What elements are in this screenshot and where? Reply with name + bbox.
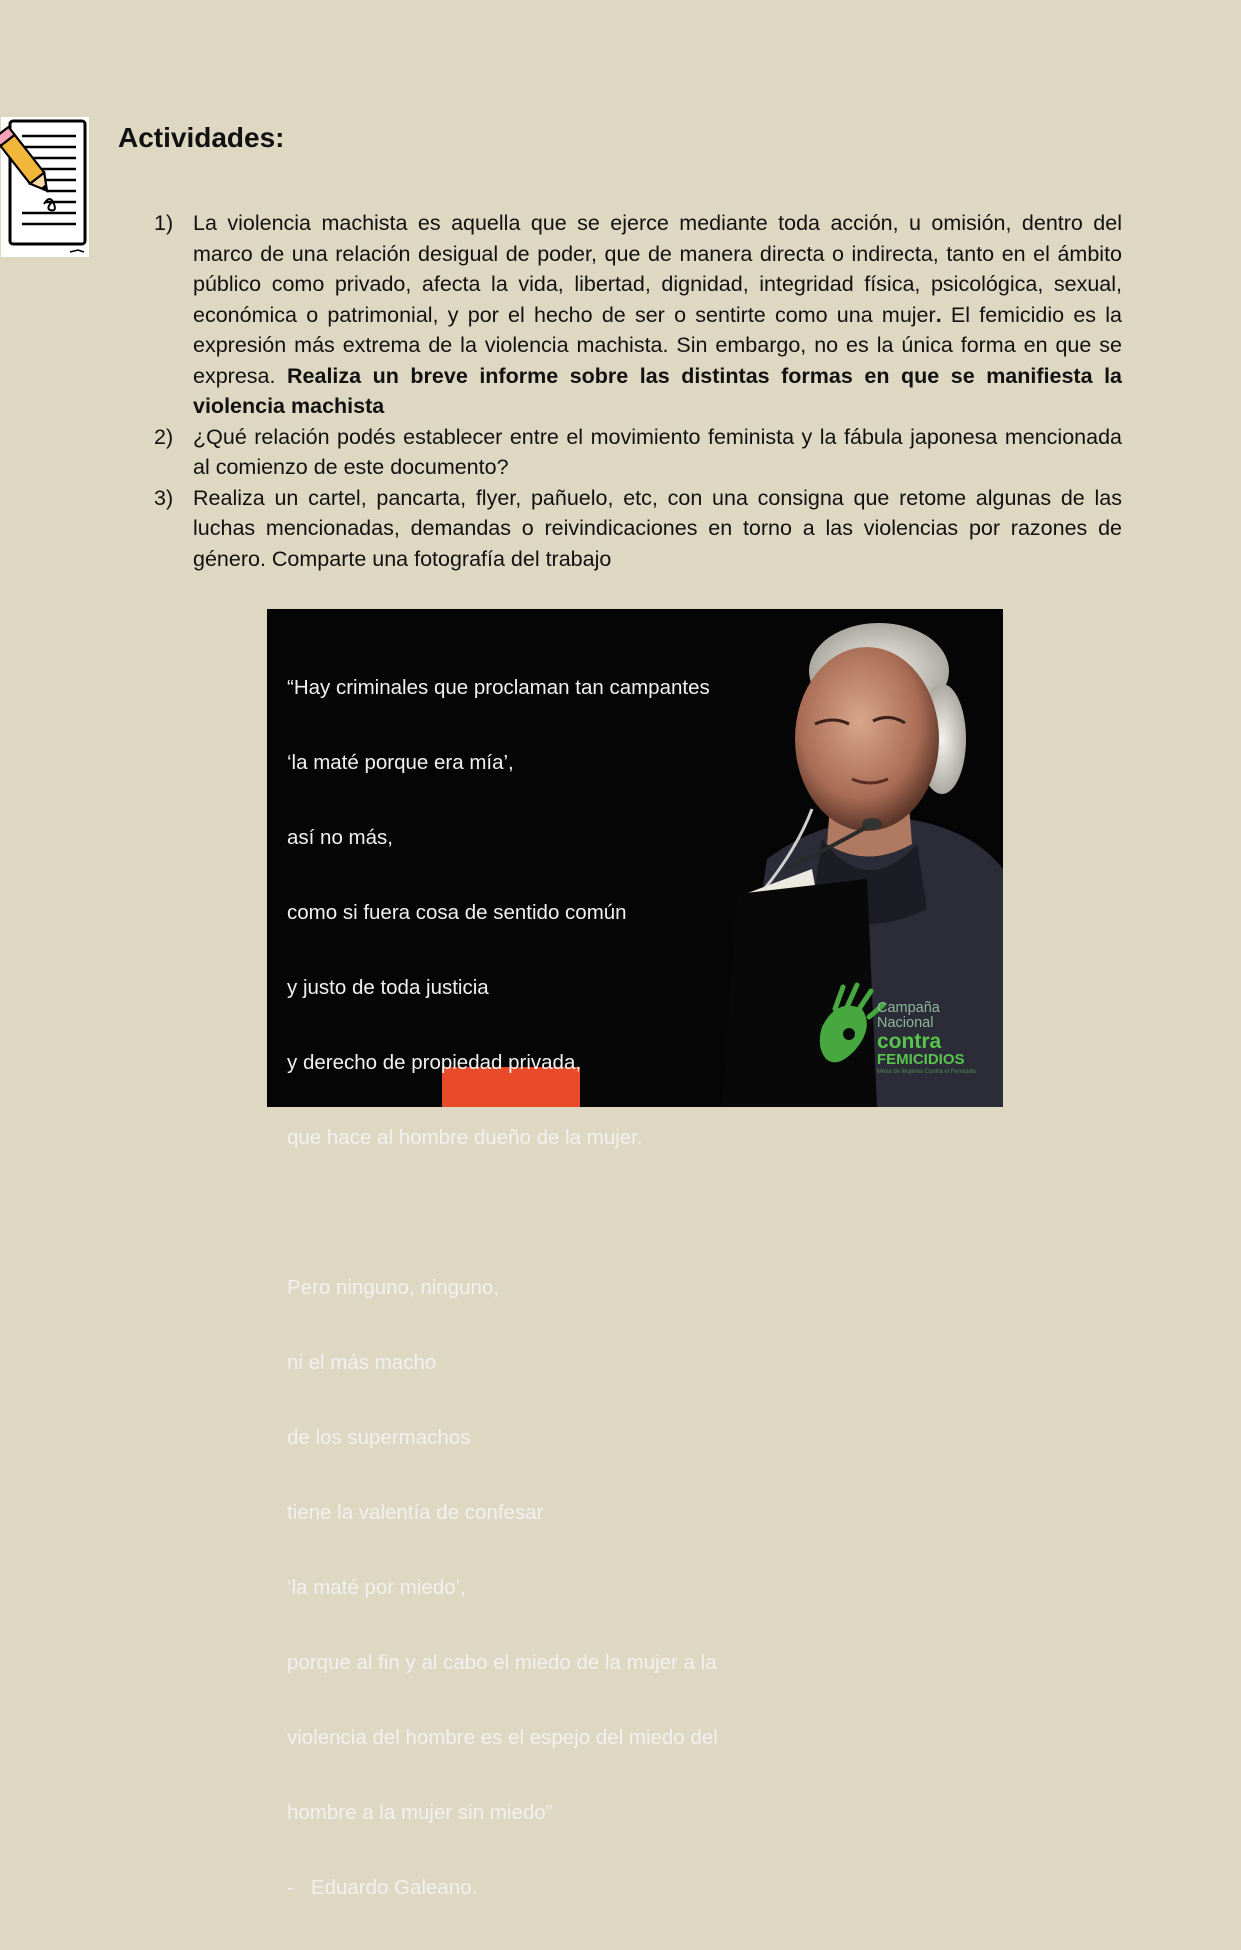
list-item xyxy=(152,483,1122,575)
logo-text-nacional: Nacional xyxy=(877,1015,934,1031)
notepad-pencil-icon xyxy=(0,116,90,258)
quote-author: - Eduardo Galeano. xyxy=(287,1876,478,1899)
logo-text-campana: Campaña xyxy=(877,1000,940,1016)
quote-line: violencia del hombre es el espejo del miedo del xyxy=(287,1726,718,1749)
quote-line: y derecho de propiedad privada, xyxy=(287,1051,582,1074)
quote-line: que hace al hombre dueño de la mujer. xyxy=(287,1126,643,1149)
quote-line: porque al fin y al cabo el miedo de la mujer a la xyxy=(287,1651,717,1674)
quote-line: ‘la maté por miedo’, xyxy=(287,1576,466,1599)
quote-text xyxy=(287,625,807,1950)
logo-text-femicidios: FEMICIDIOS xyxy=(877,1051,965,1068)
quote-line: como si fuera cosa de sentido común xyxy=(287,901,627,924)
logo-text-contra: contra xyxy=(877,1030,942,1053)
quote-line: así no más, xyxy=(287,826,393,849)
galeano-quote-image xyxy=(267,609,1003,1899)
quote-line: hombre a la mujer sin miedo” xyxy=(287,1801,553,1824)
item-text: Realiza un cartel, pancarta, flyer, pañuelo, etc, con una consigna que retome algunas de las luchas mencionadas, demandas o reivindicaciones en torno a las violencias por razones de género. Comparte una fotografía del trabajo xyxy=(193,485,1122,571)
item-instruction: Realiza un breve informe sobre las distintas formas en que se manifiesta la violencia machista xyxy=(193,363,1122,418)
campaign-logo xyxy=(815,1001,995,1096)
quote-line: y justo de toda justicia xyxy=(287,976,489,999)
item-number: 2) xyxy=(154,424,174,449)
quote-line: “Hay criminales que proclaman tan campantes xyxy=(287,676,710,699)
item-text: ¿Qué relación podés establecer entre el movimiento feminista y la fábula japonesa mencionada al comienzo de este documento? xyxy=(193,424,1122,479)
list-item xyxy=(152,422,1122,483)
quote-line: tiene la valentía de confesar xyxy=(287,1501,544,1524)
quote-line xyxy=(287,1200,807,1225)
quote-line: Pero ninguno, ninguno, xyxy=(287,1276,500,1299)
quote-line: ni el más macho xyxy=(287,1351,437,1374)
page-title: Actividades: xyxy=(118,122,285,153)
item-text: La violencia machista es aquella que se ejerce mediante toda acción, u omisión, dentro del marco de una relación desigual de poder, que de manera directa o indirecta, tanto en el ámbito público como privado, afecta la vida, libertad, dignidad, integridad física, psicológica, sexual, económica o patrimonial, y por el hecho de ser o sentirte como una mujer. El femicidio es la expresión más extrema de la violencia machista. Sin embargo, no es la única forma en que se expresa. Realiza un breve informe sobre las distintas formas en que se manifiesta la violencia machista xyxy=(193,211,1122,418)
quote-line: de los supermachos xyxy=(287,1426,471,1449)
item-number: 3) xyxy=(154,485,174,510)
logo-text-subtitle: Mesa de Mujeres Contra el Femicidio xyxy=(877,1069,977,1075)
quote-line: ‘la maté porque era mía’, xyxy=(287,751,514,774)
item-number: 1) xyxy=(154,211,174,235)
list-item xyxy=(152,208,1122,422)
activities-list xyxy=(152,208,1122,574)
